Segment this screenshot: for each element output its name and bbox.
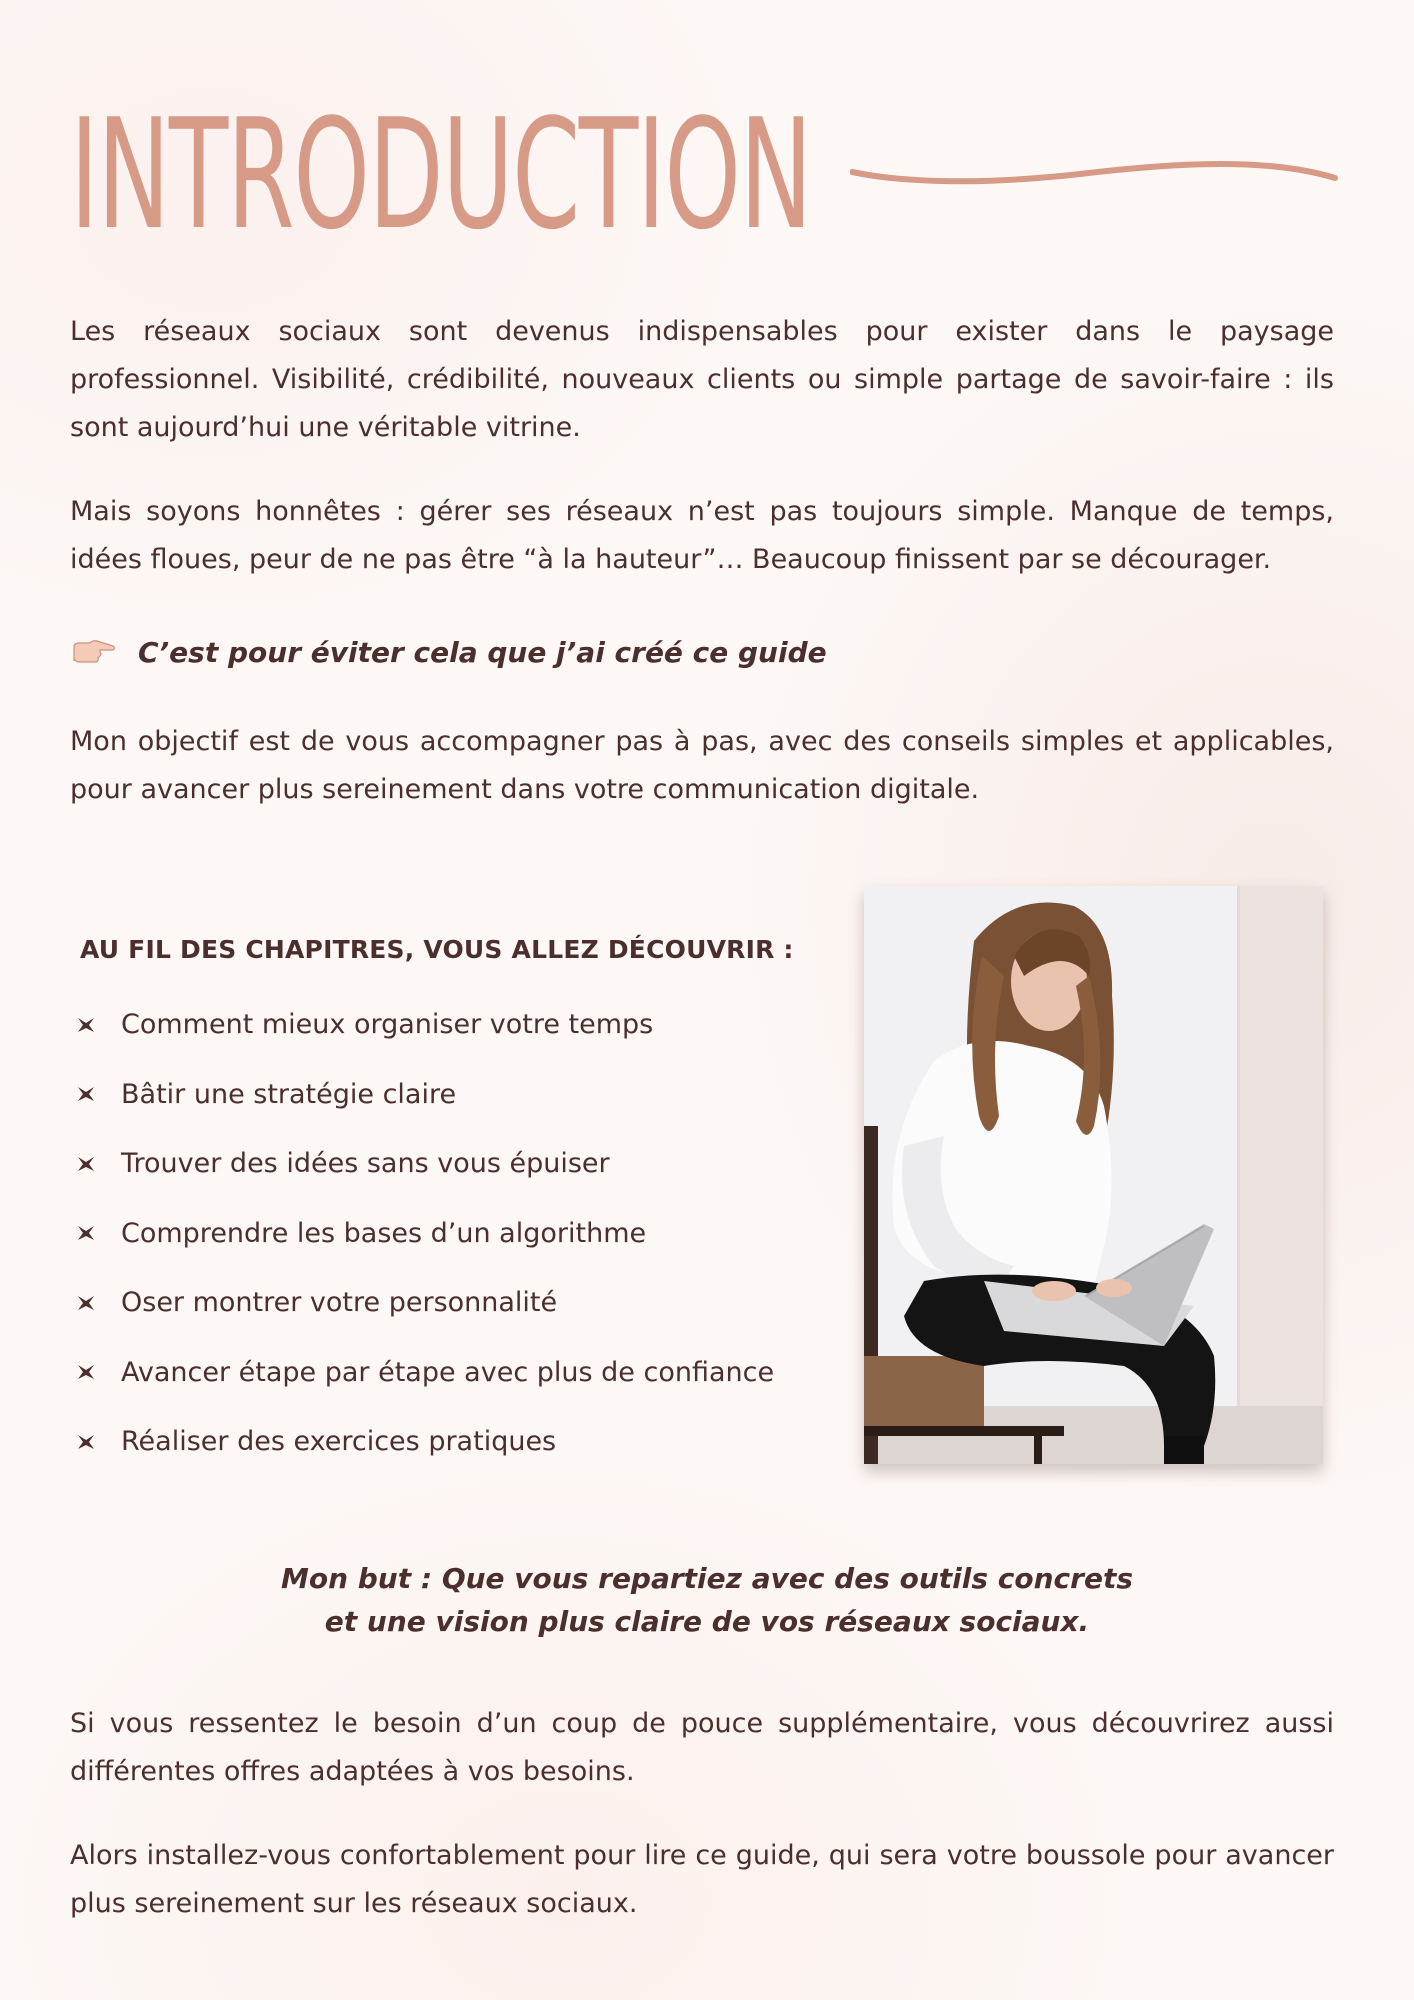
list-item-label: Réaliser des exercices pratiques bbox=[121, 1426, 557, 1458]
chapters-list bbox=[75, 990, 774, 1477]
intro-paragraph-1: Les réseaux sociaux sont devenus indispensables pour exister dans le paysage professionnel. Visibilité, crédibilité, nouveaux clients ou simple partage de savoir-faire : ils sont aujourd’hui une véritable vitrine. bbox=[70, 316, 1334, 443]
callout-text: C’est pour éviter cela que j’ai créé ce guide bbox=[138, 635, 827, 669]
decorative-swoosh bbox=[850, 150, 1340, 200]
list-item-label: Comprendre les bases d’un algorithme bbox=[121, 1217, 647, 1249]
goal-line-1: Mon but : Que vous repartiez avec des outils concrets bbox=[280, 1562, 1134, 1595]
star-bullet-icon bbox=[75, 1083, 97, 1105]
list-item bbox=[75, 1407, 774, 1477]
list-item bbox=[75, 1060, 774, 1130]
star-bullet-icon bbox=[75, 1014, 97, 1036]
star-bullet-icon bbox=[75, 1431, 97, 1453]
pointing-hand-icon bbox=[70, 637, 116, 667]
objective-paragraph: Mon objectif est de vous accompagner pas à pas, avec des conseils simples et applicables, pour avancer plus sereinement dans votre communication digitale. bbox=[70, 726, 1334, 805]
page-title: INTRODUCTION bbox=[70, 86, 812, 263]
star-bullet-icon bbox=[75, 1153, 97, 1175]
list-item-label: Trouver des idées sans vous épuiser bbox=[121, 1148, 610, 1180]
guide-callout bbox=[70, 630, 827, 674]
chapters-heading: AU FIL DES CHAPITRES, VOUS ALLEZ DÉCOUVRIR : bbox=[80, 935, 794, 964]
list-item bbox=[75, 1199, 774, 1269]
goal-statement bbox=[0, 1557, 1414, 1643]
list-item-label: Bâtir une stratégie claire bbox=[121, 1078, 457, 1110]
list-item bbox=[75, 1129, 774, 1199]
list-item-label: Avancer étape par étape avec plus de confiance bbox=[121, 1356, 775, 1388]
star-bullet-icon bbox=[75, 1222, 97, 1244]
list-item bbox=[75, 1338, 774, 1408]
support-paragraph: Si vous ressentez le besoin d’un coup de pouce supplémentaire, vous découvrirez aussi différentes offres adaptées à vos besoins. bbox=[70, 1708, 1334, 1787]
list-item bbox=[75, 1268, 774, 1338]
star-bullet-icon bbox=[75, 1361, 97, 1383]
list-item-label: Oser montrer votre personnalité bbox=[121, 1287, 558, 1319]
intro-paragraph-2: Mais soyons honnêtes : gérer ses réseaux n’est pas toujours simple. Manque de temps, idées floues, peur de ne pas être “à la hauteur”… Beaucoup finissent par se décourager. bbox=[70, 496, 1334, 575]
list-item-label: Comment mieux organiser votre temps bbox=[121, 1009, 654, 1041]
goal-line-2: et une vision plus claire de vos réseaux sociaux. bbox=[324, 1605, 1090, 1638]
woman-laptop-photo bbox=[864, 886, 1323, 1464]
list-item bbox=[75, 990, 774, 1060]
star-bullet-icon bbox=[75, 1292, 97, 1314]
closing-paragraph: Alors installez-vous confortablement pour lire ce guide, qui sera votre boussole pour avancer plus sereinement sur les réseaux sociaux. bbox=[70, 1840, 1334, 1919]
